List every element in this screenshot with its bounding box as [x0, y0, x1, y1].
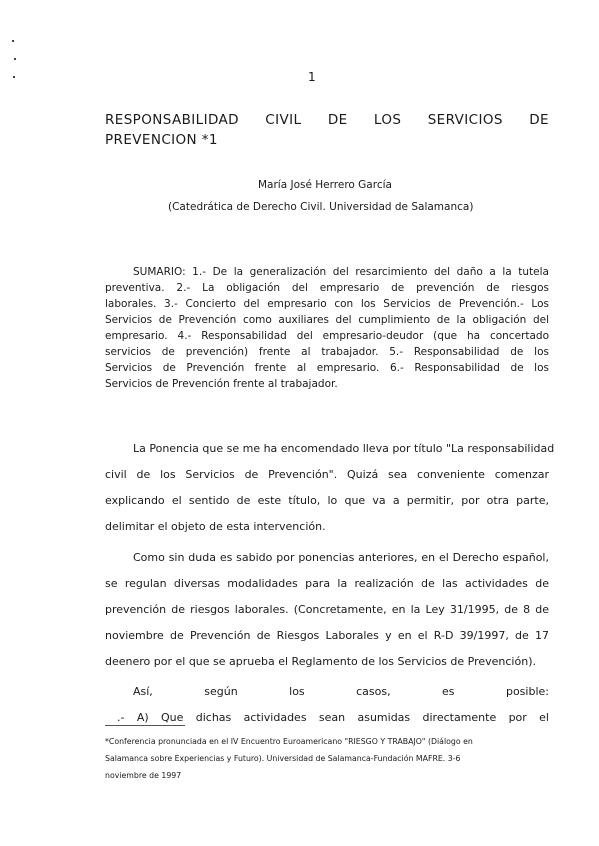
- footnote-rule: [105, 725, 185, 726]
- scan-speck: [12, 40, 14, 42]
- scan-speck: [13, 76, 15, 78]
- summary-line: preventiva. 2.- La obligación del empresario de prevención de riesgos: [105, 282, 549, 294]
- title-word: CIVIL: [265, 112, 302, 128]
- title-word: SERVICIOS: [427, 112, 503, 128]
- summary-line: Servicios de Prevención frente al trabajador.: [105, 378, 338, 390]
- document-title: [105, 110, 549, 150]
- paragraph-3: [105, 679, 549, 731]
- title-line-2: PREVENCION *1: [105, 132, 218, 148]
- footnote-line: *Conferencia pronunciada en el IV Encuentro Euroamericano "RIESGO Y TRABAJO" (Diálogo en: [105, 737, 473, 746]
- summary: [105, 264, 549, 392]
- paragraph-line: deenero por el que se aprueba el Reglamento de los Servicios de Prevención).: [105, 655, 536, 668]
- summary-line: servicios de prevención) frente al trabajador. 5.- Responsabilidad de los: [105, 346, 549, 358]
- summary-line: Servicios de Prevención frente al empresario. 6.- Responsabilidad de los: [105, 362, 549, 374]
- author-name: María José Herrero García: [258, 179, 392, 191]
- scan-speck: [14, 58, 16, 60]
- paragraph-2: [105, 545, 549, 675]
- footnote-line: noviembre de 1997: [105, 771, 182, 780]
- footnote-line: Salamanca sobre Experiencias y Futuro). Universidad de Salamanca-Fundación MAFRE. 3-6: [105, 754, 461, 763]
- title-word: LOS: [373, 112, 402, 128]
- paragraph-line: delimitar el objeto de esta intervención.: [105, 520, 326, 533]
- paragraph-line: La Ponencia que se me ha encomendado lleva por título "La responsabilidad: [133, 442, 555, 455]
- summary-line: SUMARIO: 1.- De la generalización del resarcimiento del daño a la tutela: [133, 266, 549, 278]
- paragraph-line: prevención de riesgos laborales. (Concretamente, en la Ley 31/1995, de 8 de: [105, 603, 549, 616]
- title-word: DE: [327, 112, 348, 128]
- paragraph-line: explicando el sentido de este título, lo que va a permitir, por otra parte,: [105, 494, 549, 507]
- paragraph-line: se regulan diversas modalidades para la realización de las actividades de: [105, 577, 549, 590]
- summary-line: empresario. 4.- Responsabilidad del empresario-deudor (que ha concertado: [105, 330, 549, 342]
- paragraph-line: noviembre de Prevención de Riesgos Laborales y en el R-D 39/1997, de 17: [105, 629, 549, 642]
- summary-line: Servicios de Prevención como auxiliares del cumplimiento de la obligación del: [105, 314, 549, 326]
- title-line-1: [105, 110, 549, 130]
- title-word: DE: [529, 112, 549, 128]
- page-number: 1: [308, 70, 316, 84]
- paragraph-line: civil de los Servicios de Prevención". Quizá sea conveniente comenzar: [105, 468, 549, 481]
- paragraph-line: .- A) Que dichas actividades sean asumidas directamente por el: [117, 711, 549, 724]
- footnote: [105, 733, 549, 784]
- paragraph-line: Así, según los casos, es posible:: [133, 685, 549, 698]
- summary-line: laborales. 3.- Concierto del empresario con los Servicios de Prevención.- Los: [105, 298, 549, 310]
- paragraph-1: [105, 436, 555, 540]
- paragraph-line: Como sin duda es sabido por ponencias anteriores, en el Derecho español,: [133, 551, 549, 564]
- title-word: RESPONSABILIDAD: [105, 112, 239, 128]
- author-affiliation: (Catedrática de Derecho Civil. Universidad de Salamanca): [168, 201, 474, 213]
